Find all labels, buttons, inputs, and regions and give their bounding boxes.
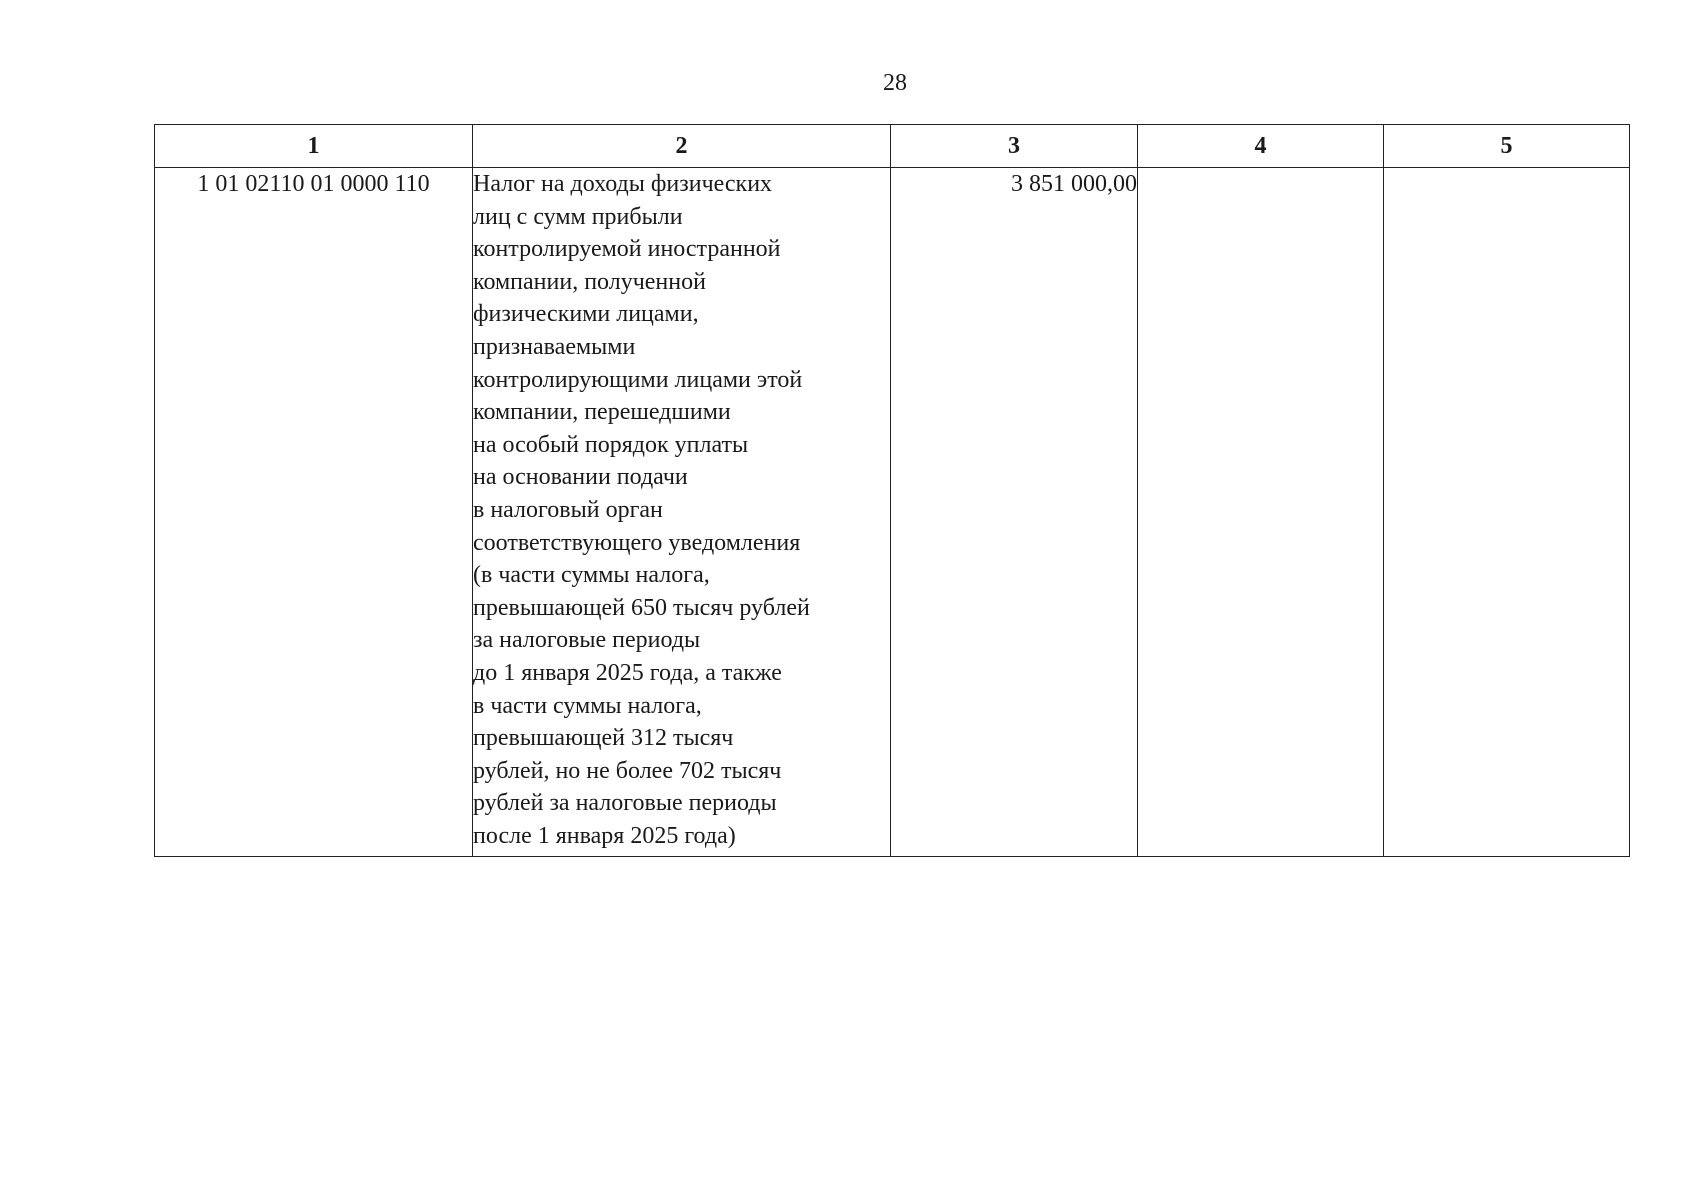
income-name-line: компании, полученной	[473, 268, 706, 295]
column-header-2: 2	[473, 125, 891, 168]
income-name-line: соответствующего уведомления	[473, 529, 801, 556]
income-name-line: превышающей 650 тысяч рублей	[473, 594, 810, 621]
column-4-cell	[1138, 168, 1384, 857]
income-name-line: рублей, но не более 702 тысяч	[473, 757, 782, 784]
income-name-cell	[473, 168, 891, 857]
column-header-4: 4	[1138, 125, 1384, 168]
income-name-line: физическими лицами,	[473, 301, 699, 328]
income-name-line: Налог на доходы физических	[473, 171, 773, 197]
income-name-line: до 1 января 2025 года, а также	[473, 659, 782, 686]
income-name-line: лиц с сумм прибыли	[473, 203, 683, 230]
income-name-line: компании, перешедшими	[473, 399, 731, 426]
income-name-line: контролирующими лицами этой	[473, 366, 803, 393]
income-name-line: (в части суммы налога,	[473, 562, 710, 589]
column-header-3: 3	[891, 125, 1138, 168]
column-5-cell	[1384, 168, 1630, 857]
table-row	[155, 168, 1630, 857]
income-name-line: за налоговые периоды	[473, 627, 701, 654]
income-name-line: на основании подачи	[473, 464, 688, 491]
budget-table	[154, 124, 1630, 857]
income-name-line: на особый порядок уплаты	[473, 431, 749, 458]
income-name-line: признаваемыми	[473, 333, 636, 360]
income-name-line: после 1 января 2025 года)	[473, 822, 736, 849]
income-name-line: контролируемой иностранной	[473, 236, 781, 263]
page-number: 28	[883, 70, 907, 96]
table-header-row	[155, 125, 1630, 168]
column-header-5: 5	[1384, 125, 1630, 168]
income-name-line: превышающей 312 тысяч	[473, 725, 734, 752]
income-name-line: рублей за налоговые периоды	[473, 790, 777, 817]
column-header-1: 1	[155, 125, 473, 168]
budget-code-cell: 1 01 02110 01 0000 110	[155, 168, 473, 857]
amount-cell: 3 851 000,00	[891, 168, 1138, 857]
income-name-line: в части суммы налога,	[473, 692, 702, 719]
income-name-line: в налоговый орган	[473, 496, 663, 523]
